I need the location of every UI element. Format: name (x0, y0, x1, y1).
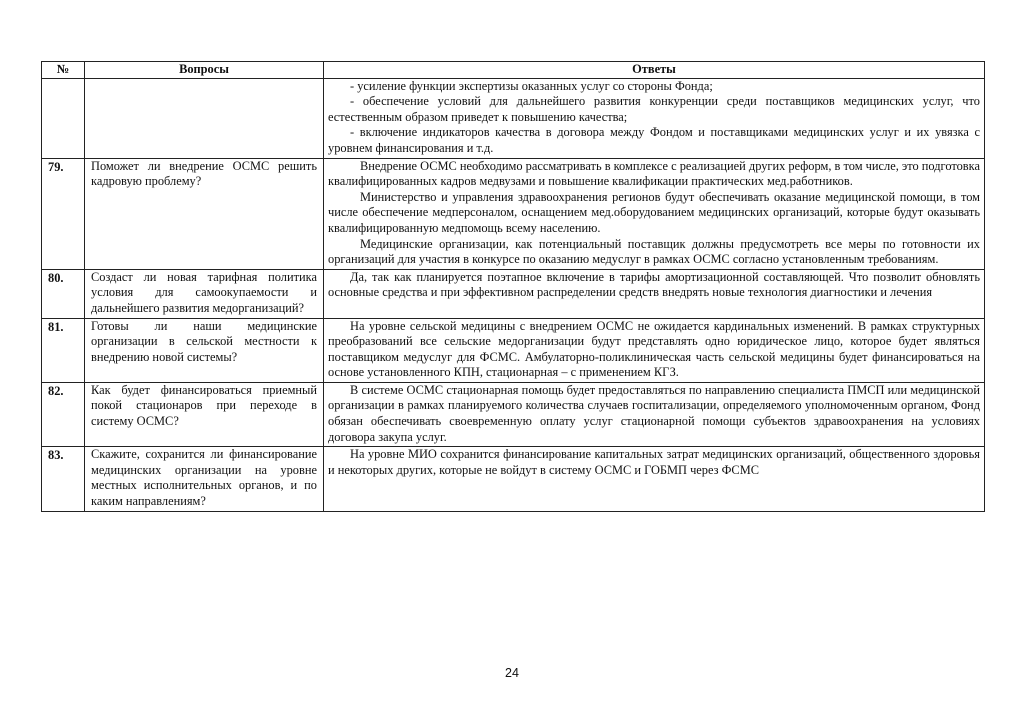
answer-paragraph: Внедрение ОСМС необходимо рассматривать в комплексе с реализацией других реформ, в том числе, это подготовка квалифицированных кадров медвузами и повышение квалификации практических мед.работников. (328, 158, 980, 189)
answer-paragraph: На уровне сельской медицины с внедрением ОСМС не ожидается кардинальных изменений. В рамках структурных преобразований все сельские медорганизации будут представлять одно юридическое лицо, которое будет являться поставщиком медуслуг для ФСМС. Амбулаторно-поликлиническая часть сельской медицины будет финансироваться на основе установленного КПН, стационарная – с применением КГЗ. (328, 318, 980, 380)
qa-table (41, 61, 985, 512)
row-answer (324, 382, 985, 446)
table-row (42, 318, 985, 382)
table-row (42, 382, 985, 446)
row-number: 80. (42, 269, 85, 318)
row-number: 83. (42, 447, 85, 511)
row-number (42, 78, 85, 158)
row-answer (324, 269, 985, 318)
row-question: Как будет финансироваться приемный покой стационаров при переходе в систему ОСМС? (85, 382, 324, 446)
row-question: Создаст ли новая тарифная политика условия для самоокупаемости и дальнейшего развития медорганизаций? (85, 269, 324, 318)
answer-paragraph: На уровне МИО сохранится финансирование капитальных затрат медицинских организаций, общественного здоровья и некоторых других, которые не войдут в систему ОСМС и ГОБМП через ФСМС (328, 447, 980, 477)
answer-paragraph: Министерство и управления здравоохранения регионов будут обеспечивать оказание медицинской помощи, в том числе обеспечение медперсоналом, оснащением мед.оборудованием медицинских организаций, которые будут оказывать квалифицированную медпомощь всему населению. (328, 189, 980, 235)
header-questions: Вопросы (85, 62, 324, 79)
row-number: 81. (42, 318, 85, 382)
answer-paragraph: В системе ОСМС стационарная помощь будет предоставляться по направлению специалиста ПМСП или медицинской организации в рамках планируемого количества случаев госпитализации, определяемого уполномоченным органом, Фонд обязан обеспечивать своевременную оплату услуг стационарной помощи субъектов здравоохранения на условиях договора закупа услуг. (328, 382, 980, 444)
table-row (42, 269, 985, 318)
row-number: 82. (42, 382, 85, 446)
header-answers: Ответы (324, 62, 985, 79)
row-question: Поможет ли внедрение ОСМС решить кадровую проблему? (85, 158, 324, 269)
table-row (42, 158, 985, 269)
row-answer (324, 158, 985, 269)
row-question (85, 78, 324, 158)
table-row (42, 78, 985, 158)
row-number: 79. (42, 158, 85, 269)
answer-paragraph: Медицинские организации, как потенциальный поставщик должны предусмотреть все меры по готовности их организаций для участия в конкурсе по оказанию медуслуг в рамках ОСМС согласно установленным требованиям. (328, 236, 980, 267)
row-question: Готовы ли наши медицинские организации в сельской местности к внедрению новой системы? (85, 318, 324, 382)
answer-paragraph: Да, так как планируется поэтапное включение в тарифы амортизационной составляющей. Что позволит обновлять основные средства и при эффективном распределении средств внедрять новые технология диагностики и лечения (328, 269, 980, 300)
answer-paragraph: - обеспечение условий для дальнейшего развития конкуренции среди поставщиков медицинских услуг, что естественным образом приведет к повышению качества; (328, 94, 980, 124)
row-question: Скажите, сохранится ли финансирование медицинских организации на уровне местных исполнительных органов, и по каким направлениям? (85, 447, 324, 511)
table-header-row (42, 62, 985, 79)
row-answer (324, 78, 985, 158)
row-answer (324, 447, 985, 511)
answer-paragraph: - включение индикаторов качества в договора между Фондом и поставщиками медицинских услуг и их увязка с уровнем финансирования и т.д. (328, 125, 980, 155)
answer-paragraph: - усиление функции экспертизы оказанных услуг со стороны Фонда; (350, 78, 713, 93)
table-row (42, 447, 985, 511)
row-answer (324, 318, 985, 382)
header-number: № (42, 62, 85, 79)
page-number: 24 (505, 666, 519, 680)
